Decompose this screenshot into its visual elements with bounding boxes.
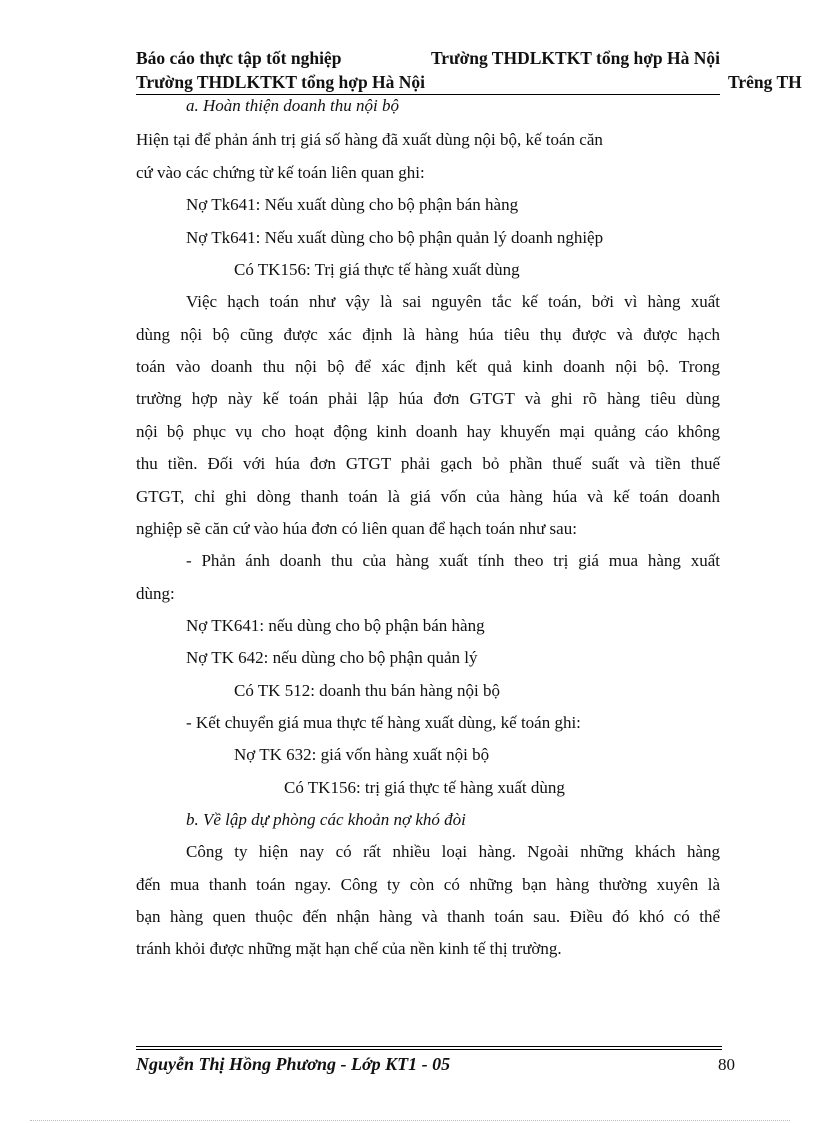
paragraph-line: cứ vào các chứng từ kế toán liên quan ghi: bbox=[136, 163, 425, 182]
paragraph-line: nghiệp sẽ căn cứ vào húa đơn có liên quan để hạch toán như sau: bbox=[136, 519, 577, 538]
footer-rule-bottom bbox=[136, 1049, 722, 1050]
paragraph-line: thu tiền. Đối với húa đơn GTGT phải gạch bỏ phần thuế suất và tiền thuế bbox=[136, 454, 720, 473]
journal-entry: Có TK156: Trị giá thực tế hàng xuất dùng bbox=[234, 260, 520, 279]
running-header-line2: Trường THDLKTKT tổng hợp Hà Nội bbox=[136, 72, 720, 95]
paragraph-line: dùng nội bộ cũng được xác định là hàng húa tiêu thụ được và được hạch bbox=[136, 325, 720, 344]
line-text: Hiện tại để phản ánh trị giá số hàng đã xuất dùng nội bộ, kế toán căn bbox=[136, 130, 603, 149]
journal-entry: Nợ Tk641: Nếu xuất dùng cho bộ phận quản lý doanh nghiệp bbox=[186, 228, 604, 247]
section-heading-b: b. Về lập dự phòng các khoản nợ khó đòi bbox=[186, 810, 466, 829]
paragraph-line: trường hợp này kế toán phải lập húa đơn GTGT và ghi rõ hàng tiêu dùng bbox=[136, 389, 720, 408]
journal-entry: Nợ TK 632: giá vốn hàng xuất nội bộ bbox=[234, 745, 490, 764]
footer-author: Nguyễn Thị Hồng Phương - Lớp KT1 - 05 bbox=[136, 1054, 451, 1074]
paragraph-line: dùng: bbox=[136, 584, 175, 603]
running-header-overflow: Trêng TH bbox=[728, 72, 802, 92]
paragraph-line: - Kết chuyển giá mua thực tế hàng xuất dùng, kế toán ghi: bbox=[186, 713, 581, 732]
school-name: Trường THDLKTKT tổng hợp Hà Nội bbox=[430, 48, 720, 68]
journal-entry: Nợ TK641: nếu dùng cho bộ phận bán hàng bbox=[186, 616, 485, 635]
paragraph-line: tránh khỏi được những mặt hạn chế của nền kinh tế thị trường. bbox=[136, 939, 562, 958]
running-header-line1 bbox=[136, 48, 720, 69]
paragraph-line: - Phản ánh doanh thu của hàng xuất tính theo trị giá mua hàng xuất bbox=[186, 551, 720, 570]
paragraph-line: toán vào doanh thu nội bộ để xác định kết quả kinh doanh nội bộ. Trong bbox=[136, 357, 720, 376]
journal-entry: Có TK156: trị giá thực tế hàng xuất dùng bbox=[284, 778, 565, 797]
page-edge-dotted-line bbox=[30, 1120, 790, 1121]
section-heading-a: a. Hoàn thiện doanh thu nội bộ bbox=[186, 96, 399, 115]
journal-entry: Nợ Tk641: Nếu xuất dùng cho bộ phận bán hàng bbox=[186, 195, 519, 214]
paragraph-line: Công ty hiện nay có rất nhiều loại hàng. Ngoài những khách hàng bbox=[186, 842, 720, 861]
page-number: 80 bbox=[718, 1055, 735, 1074]
journal-entry: Có TK 512: doanh thu bán hàng nội bộ bbox=[234, 681, 500, 700]
paragraph-line: nội bộ phục vụ cho hoạt động kinh doanh hay khuyến mại quảng cáo không bbox=[136, 422, 720, 441]
report-title: Báo cáo thực tập tốt nghiệp bbox=[136, 48, 342, 68]
paragraph-line bbox=[136, 129, 720, 151]
journal-entry: Nợ TK 642: nếu dùng cho bộ phận quản lý bbox=[186, 648, 478, 667]
paragraph-line: GTGT, chỉ ghi dòng thanh toán là giá vốn của hàng húa và kế toán doanh bbox=[136, 487, 720, 506]
footer-rule-top bbox=[136, 1046, 722, 1047]
paragraph-line: đến mua thanh toán ngay. Công ty còn có những bạn hàng thường xuyên là bbox=[136, 875, 720, 894]
paragraph-line: bạn hàng quen thuộc đến nhận hàng và thanh toán sau. Điều đó khó có thể bbox=[136, 907, 720, 926]
paragraph-line: Việc hạch toán như vậy là sai nguyên tắc kế toán, bởi vì hàng xuất bbox=[186, 292, 720, 311]
